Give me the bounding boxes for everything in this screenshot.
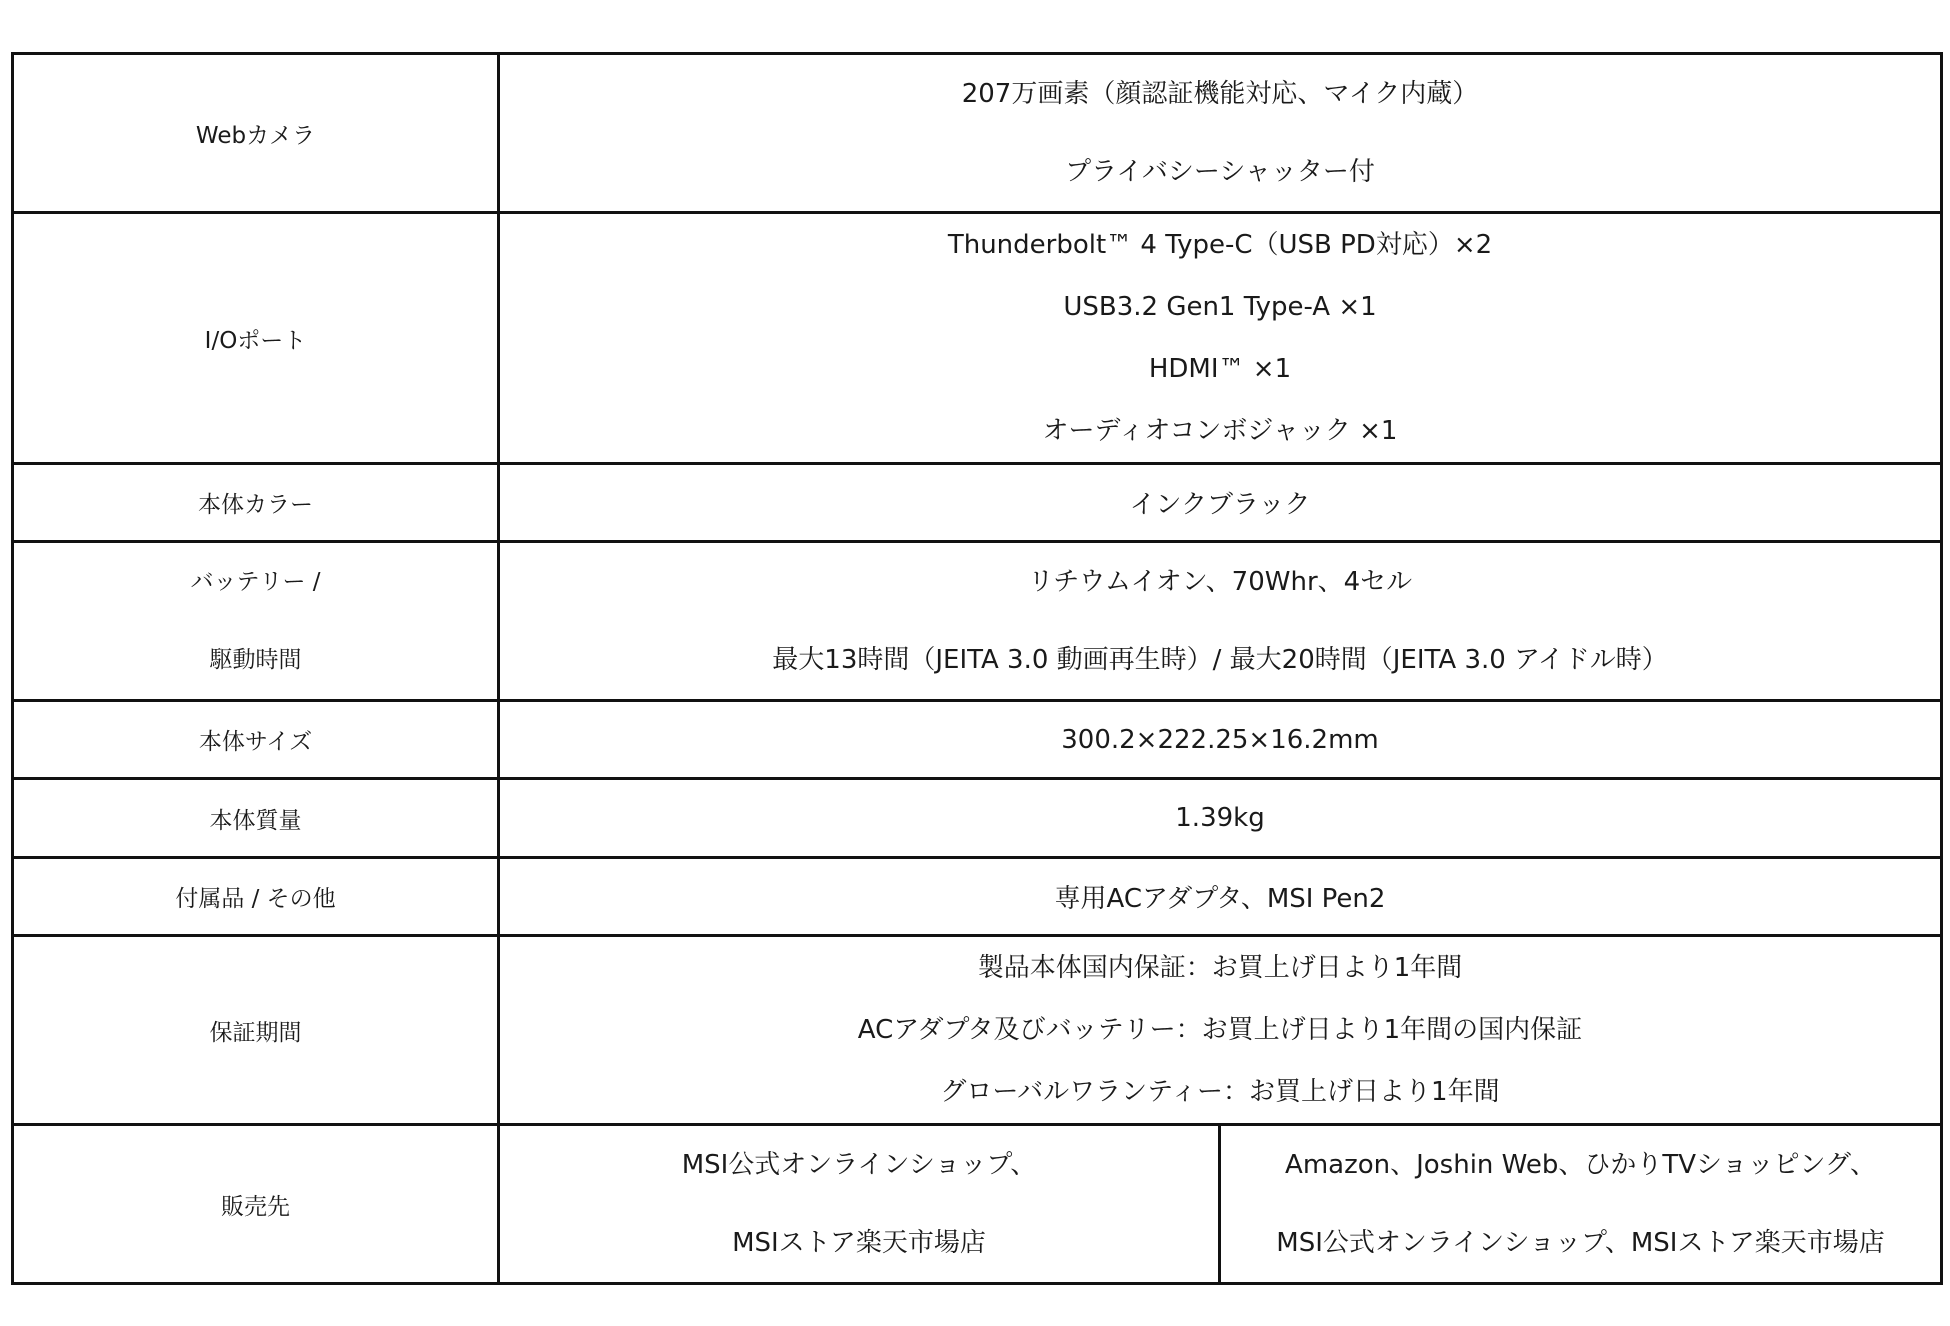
sales-left-line-2: MSIストア楽天市場店 (732, 1228, 986, 1258)
battery-type: リチウムイオン、70Whr、4セル (1027, 567, 1413, 597)
io-thunderbolt: Thunderbolt™ 4 Type-C（USB PD対応）×2 (947, 230, 1493, 260)
label-body-weight: 本体質量 (13, 779, 499, 858)
label-warranty: 保証期間 (13, 936, 499, 1125)
row-body-size (13, 701, 1942, 779)
value-accessories: 専用ACアダプタ、MSI Pen2 (499, 858, 1942, 936)
row-webcam (13, 54, 1942, 213)
sales-right-line-1: Amazon、Joshin Web、ひかりTVショッピング、 (1285, 1150, 1876, 1180)
label-webcam: Webカメラ (13, 54, 499, 213)
value-webcam (499, 54, 1942, 213)
label-battery (13, 542, 499, 701)
webcam-shutter: プライバシーシャッター付 (1065, 157, 1375, 187)
label-battery-line-2: 駆動時間 (209, 647, 302, 673)
row-battery (13, 542, 1942, 701)
row-io-ports (13, 213, 1942, 464)
row-sales (13, 1125, 1942, 1284)
io-hdmi: HDMI™ ×1 (1148, 354, 1292, 384)
webcam-resolution: 207万画素（顔認証機能対応、マイク内蔵） (961, 79, 1479, 109)
warranty-global: グローバルワランティー：お買上げ日より1年間 (940, 1077, 1500, 1107)
warranty-adapter-battery: ACアダプタ及びバッテリー：お買上げ日より1年間の国内保証 (857, 1015, 1583, 1045)
label-accessories: 付属品 / その他 (13, 858, 499, 936)
row-warranty (13, 936, 1942, 1125)
io-audio: オーディオコンボジャック ×1 (1042, 416, 1398, 446)
value-io-ports (499, 213, 1942, 464)
label-sales: 販売先 (13, 1125, 499, 1284)
value-sales-right (1220, 1125, 1942, 1284)
row-body-weight (13, 779, 1942, 858)
value-warranty (499, 936, 1942, 1125)
label-battery-line-1: バッテリー / (190, 569, 321, 595)
warranty-product: 製品本体国内保証：お買上げ日より1年間 (977, 953, 1463, 983)
label-io-ports: I/Oポート (13, 213, 499, 464)
label-body-size: 本体サイズ (13, 701, 499, 779)
sales-right-line-2: MSI公式オンラインショップ、MSIストア楽天市場店 (1276, 1228, 1885, 1258)
label-body-color: 本体カラー (13, 464, 499, 542)
row-body-color (13, 464, 1942, 542)
value-battery (499, 542, 1942, 701)
battery-runtime: 最大13時間（JEITA 3.0 動画再生時）/ 最大20時間（JEITA 3.0 アイドル時） (772, 645, 1668, 675)
spec-table (11, 52, 1943, 1285)
value-sales-left (499, 1125, 1220, 1284)
sales-left-line-1: MSI公式オンラインショップ、 (681, 1150, 1037, 1180)
value-body-weight: 1.39kg (499, 779, 1942, 858)
io-usb-a: USB3.2 Gen1 Type-A ×1 (1063, 292, 1377, 322)
value-body-size: 300.2×222.25×16.2mm (499, 701, 1942, 779)
value-body-color: インクブラック (499, 464, 1942, 542)
row-accessories (13, 858, 1942, 936)
